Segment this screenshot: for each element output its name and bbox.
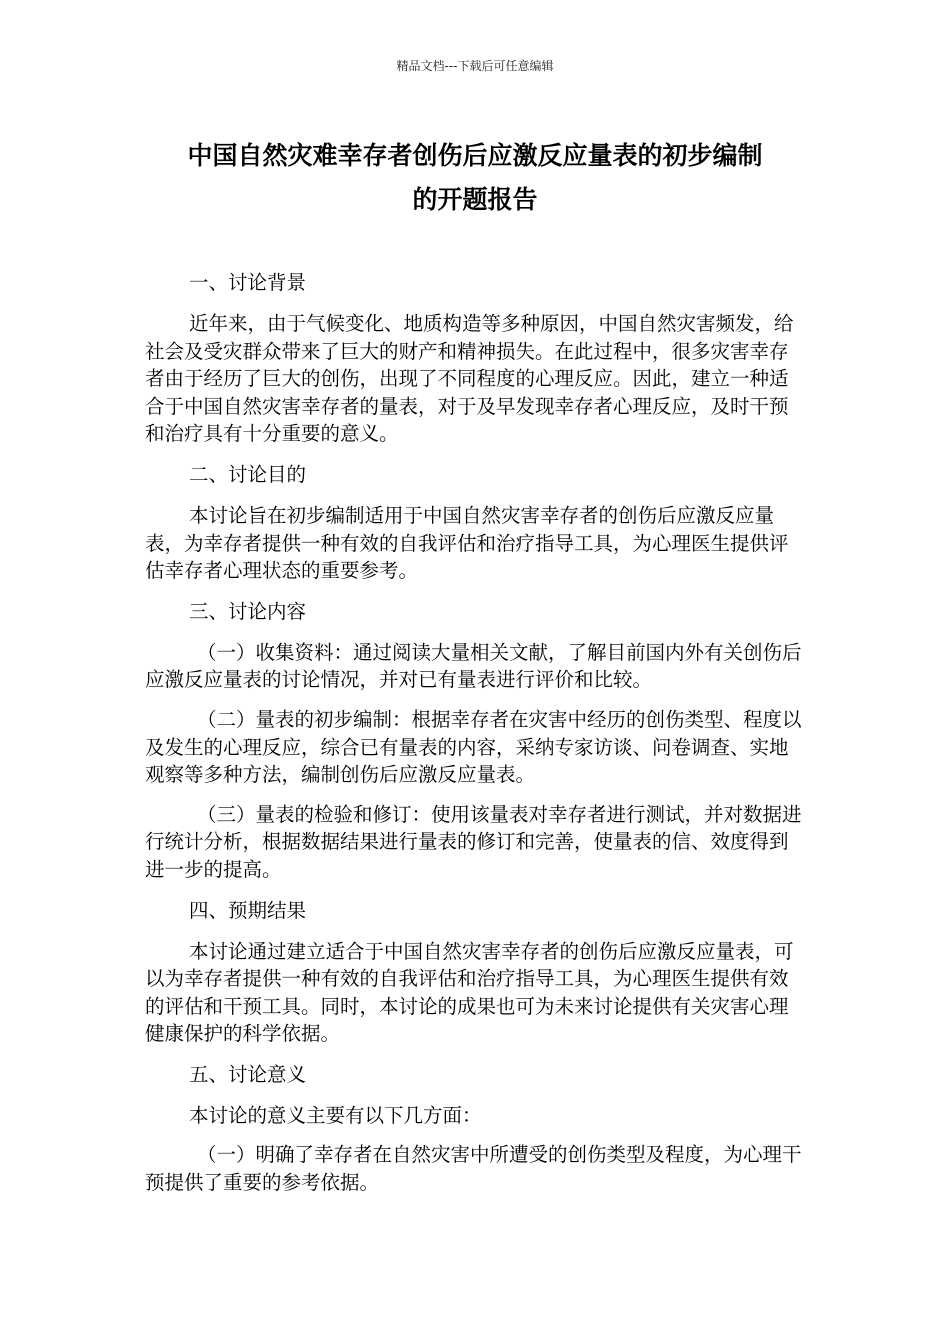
document-title-line-1: 中国自然灾难幸存者创伤后应激反应量表的初步编制 [187,141,763,170]
document-title [130,134,820,222]
section-heading-content: 三、讨论内容 [189,599,307,623]
document-title-line-2: 的开题报告 [412,185,538,214]
page-header-note: 精品文档---下载后可任意编辑 [396,59,554,73]
content-item-2: （二）量表的初步编制：根据幸存者在灾害中经历的创伤类型、程度以及发生的心理反应，综合已有量表的内容，采纳专家访谈、问卷调查、实地观察等多种方法，编制创伤后应激反应量表。 [145,707,802,787]
document-body [145,268,805,1209]
purpose-paragraph: 本讨论旨在初步编制适用于中国自然灾害幸存者的创伤后应激反应量表，为幸存者提供一种有效的自我评估和治疗指导工具，为心理医生提供评估幸存者心理状态的重要参考。 [145,503,789,583]
section-heading-background: 一、讨论背景 [189,271,307,294]
section-heading-significance: 五、讨论意义 [189,1062,307,1086]
content-item-3: （三）量表的检验和修订：使用该量表对幸存者进行测试，并对数据进行统计分析，根据数据结果进行量表的修订和完善，使量表的信、效度得到进一步的提高。 [145,802,802,881]
section-heading-purpose: 二、讨论目的 [189,462,307,486]
significance-item-1: （一）明确了幸存者在自然灾害中所遭受的创伤类型及程度，为心理干预提供了重要的参考依据。 [145,1143,802,1195]
results-paragraph: 本讨论通过建立适合于中国自然灾害幸存者的创伤后应激反应量表，可以为幸存者提供一种有效的自我评估和治疗指导工具，为心理医生提供有效的评估和干预工具。同时，本讨论的成果也可为未来讨论提供有关灾害心理健康保护的科学依据。 [145,939,794,1046]
significance-paragraph: 本讨论的意义主要有以下几方面： [189,1103,482,1127]
background-paragraph: 近年来，由于气候变化、地质构造等多种原因，中国自然灾害频发，给社会及受灾群众带来了巨大的财产和精神损失。在此过程中，很多灾害幸存者由于经历了巨大的创伤，出现了不同程度的心理反应。因此，建立一种适合于中国自然灾害幸存者的量表，对于及早发现幸存者心理反应，及时干预和治疗具有十分重要的意义。 [145,312,794,446]
section-heading-results: 四、预期结果 [189,898,307,922]
content-item-1: （一）收集资料：通过阅读大量相关文献，了解目前国内外有关创伤后应激反应量表的讨论情况，并对已有量表进行评价和比较。 [145,640,802,692]
